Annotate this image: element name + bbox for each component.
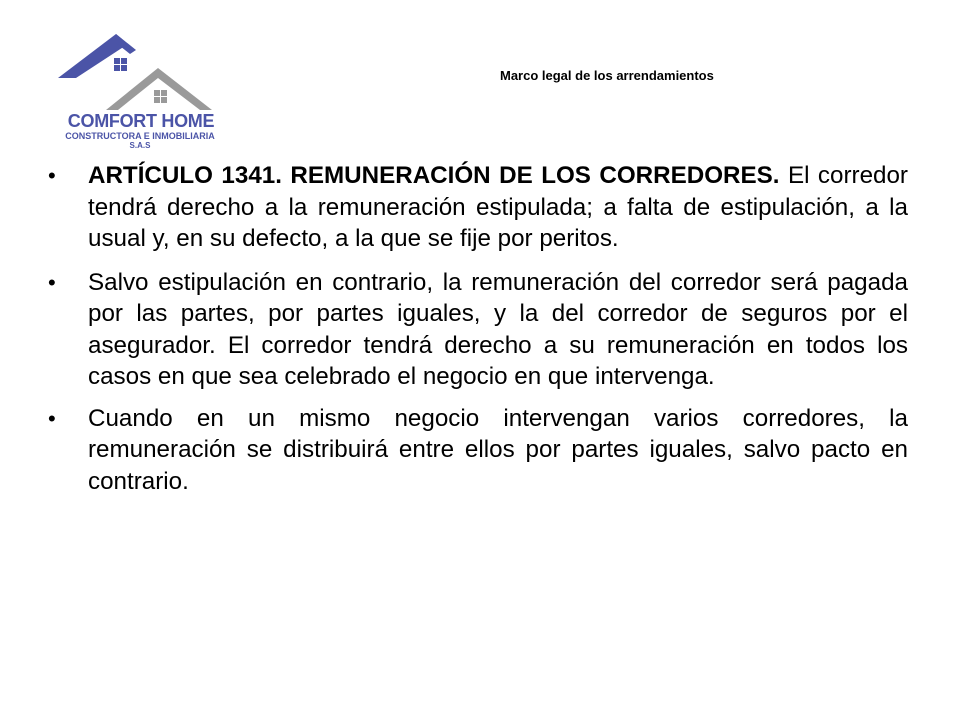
company-logo [36,30,236,155]
page-title: Marco legal de los arrendamientos [500,68,714,83]
article-heading: ARTÍCULO 1341. REMUNERACIÓN DE LOS CORREDORES. [88,162,780,189]
list-item-text: El corredor tendrá derecho a la remuneración estipulada; a falta de estipulación, a la usual y, en su defecto, a la que se fije por peritos. [88,162,908,252]
list-item [48,267,908,393]
list-item [48,403,908,498]
list-item-text: Salvo estipulación en contrario, la remuneración del corredor será pagada por las partes, por partes iguales, y la del corredor de seguros por el asegurador. El corredor tendrá derecho a su remuneración en todos los casos en que sea celebrado el negocio en que intervenga. [88,268,908,390]
bullet-icon: • [48,405,56,431]
logo-suffix: S.A.S [129,141,151,150]
bullet-icon: • [48,163,56,188]
house-roofs-icon [36,30,236,120]
logo-subtitle: CONSTRUCTORA E INMOBILIARIA [65,131,215,141]
bullet-icon: • [48,269,56,295]
list-item [48,160,908,255]
list-item-text: Cuando en un mismo negocio intervengan varios corredores, la remuneración se distribuirá entre ellos por partes iguales, salvo pacto en contrario. [88,404,908,495]
bullet-list [48,160,908,509]
logo-text [36,112,236,150]
logo-name: COMFORT HOME [67,111,215,131]
